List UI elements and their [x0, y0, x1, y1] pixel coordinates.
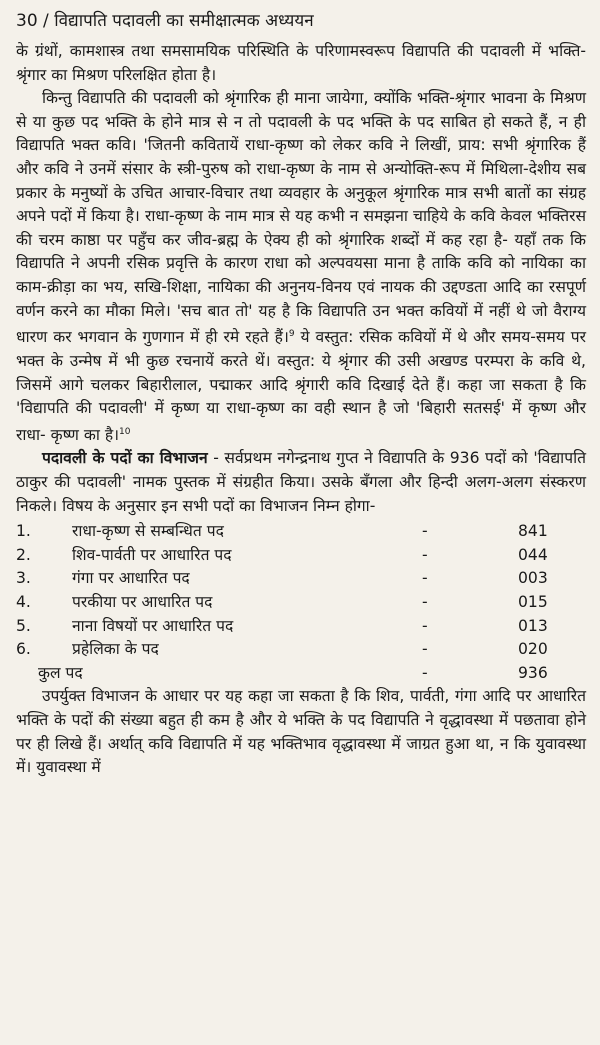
footnote-ref-9: 9	[288, 329, 295, 340]
page-number: 30	[16, 11, 38, 31]
list-item: 4. परकीया पर आधारित पद - 015	[16, 593, 548, 612]
list-item: 6. प्रहेलिका के पद - 020	[16, 640, 548, 659]
list-item: 5. नाना विषयों पर आधारित पद - 013	[16, 616, 548, 635]
list-item: 2. शिव-पार्वती पर आधारित पद - 044	[16, 545, 548, 564]
list-total-row: कुल पद - 936	[38, 663, 548, 682]
section-heading: पदावली के पदों का विभाजन	[42, 449, 208, 468]
division-list	[16, 520, 586, 685]
paragraph-2-part-a: किन्तु विद्यापति की पदावली को श्रृंगारिक ही माना जायेगा, क्योंकि भक्ति-श्रृंगार भावना के मिश्रण से या कुछ पद भक्ति के होने मात्र से न तो पदावली के पद भक्ति के पद साबित हो सकते हैं, न ही विद्यापति भक्त कवि। 'जितनी कवितायें राधा-कृष्ण को लेकर कवि ने लिखीं, प्राय: सभी श्रृंगारिक हैं और कवि ने उनमें संसार के स्त्री-पुरुष को राधा-कृष्ण के नाम से अन्योक्ति-रूप में मिथिला-देशीय सब प्रकार के मनुष्यों के उचित आचार-विचार तथा व्यवहार के अनुकूल श्रृंगारिक मात्र सभी बातों का संग्रह अपने पदों में किया है। राधा-कृष्ण के नाम मात्र से यह कभी न समझना चाहिये के कवि केवल भक्तिरस की चरम काष्ठा पर पहुँच कर जीव-ब्रह्म के ऐक्य ही को श्रृंगारिक शब्दों में कह रहा है- यहाँ तक कि विद्यापति ने अपनी रसिक प्रवृत्ति के कारण राधा को अल्पवयसा माना है ताकि कवि को नायिका का काम-क्रीड़ा का भय, सखि-शिक्षा, नायिका की अनुनय-विनय एवं नायक की उद्दण्डता आदि का रसपूर्ण वर्णन करने का मौका मिले। 'सच बात तो' यह है कि विद्यापति उन भक्त कवियों में नहीं थे जो वैराग्य धारण कर भगवान के गुणगान में ही रमे रहते हैं।	[16, 89, 586, 347]
paragraph-1: के ग्रंथों, कामशास्त्र तथा समसामयिक परिस्थिति के परिणामस्वरूप विद्यापति की पदावली में भक्ति-श्रृंगार का मिश्रण परिलक्षित होता है।	[16, 42, 586, 84]
paragraph-3-body: - सर्वप्रथम नगेन्द्रनाथ गुप्त ने विद्यापति के 936 पदों को 'विद्यापति ठाकुर की पदावली' नामक पुस्तक में संग्रहीत किया। उसके बँगला और हिन्दी अलग-अलग संस्करण निकले। विषय के अनुसार इन सभी पदों का विभाजन निम्न होगा-	[16, 449, 586, 515]
paragraph-3	[16, 447, 586, 518]
paragraph-2	[16, 87, 586, 447]
paragraph-2-part-b: ये वस्तुत: रसिक कवियों में थे और समय-समय पर भक्त के उन्मेष में भी कुछ रचनायें करते थें। वस्तुत: ये श्रृंगार की उसी अखण्ड परम्परा के कवि थे, जिसमें आगे चलकर बिहारीलाल, पद्माकर आदि श्रृंगारी कवि दिखाई देते हैं। कहा जा सकता है कि 'विद्यापति की पदावली' में कृष्ण या राधा-कृष्ण का वही स्थान है जो 'बिहारी सतसई' में कृष्ण और राधा- कृष्ण का है।	[16, 328, 586, 444]
paragraph-4: उपर्युक्त विभाजन के आधार पर यह कहा जा सकता है कि शिव, पार्वती, गंगा आदि पर आधारित भक्ति के पदों की संख्या बहुत ही कम है और ये भक्ति के पद विद्यापति ने वृद्धावस्था में पछतावा होने पर ही लिखे हैं। अर्थात् कवि विद्यापति में यह भक्तिभाव वृद्धावस्था में जाग्रत हुआ था, न कि युवावस्था में। युवावस्था में	[16, 687, 586, 777]
running-header: 30 / विद्यापति पदावली का समीक्षात्मक अध्ययन	[16, 11, 314, 31]
list-item: 3. गंगा पर आधारित पद - 003	[16, 569, 548, 588]
book-title: विद्यापति पदावली का समीक्षात्मक अध्ययन	[54, 11, 314, 31]
list-item: 1. राधा-कृष्ण से सम्बन्धित पद - 841	[16, 522, 548, 541]
footnote-ref-10: 10	[119, 426, 131, 437]
